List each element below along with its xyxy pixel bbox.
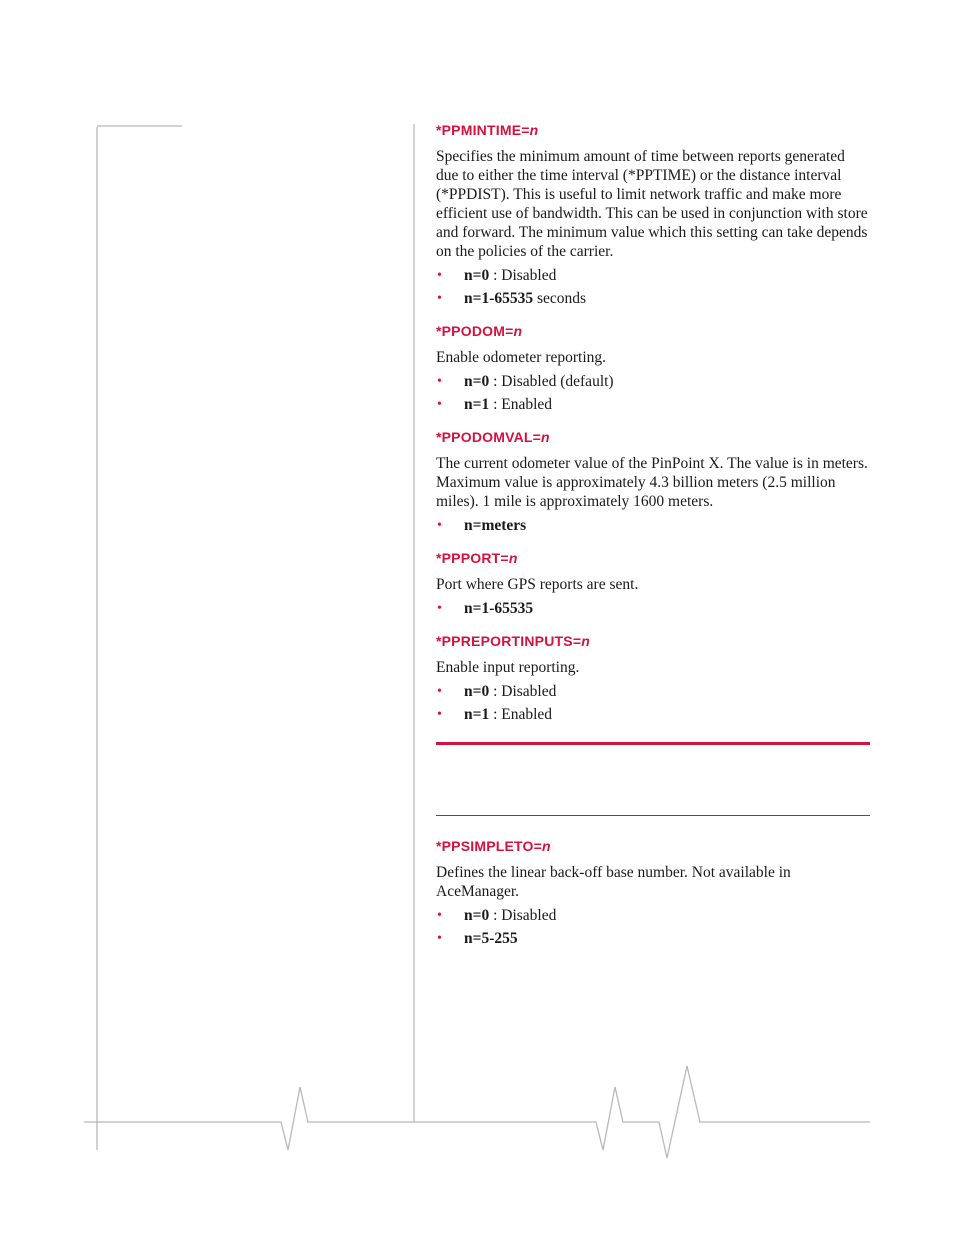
command-equals: = [505, 323, 514, 339]
value-list-item [436, 514, 870, 537]
bullet-icon: • [437, 931, 442, 946]
command-section [436, 121, 870, 310]
bullet-icon: • [437, 707, 442, 722]
command-sections-b [436, 837, 870, 950]
value-meaning: : Enabled [489, 706, 553, 723]
command-heading [436, 121, 870, 139]
command-description: The current odometer value of the PinPoint X. The value is in meters. Maximum value is approximately 4.3 billion meters (2.5 million miles). 1 mile is approximately 1600 meters. [436, 455, 868, 510]
command-argument: n [529, 122, 539, 138]
command-sections-a [436, 121, 870, 726]
value-setting: n=1 [464, 706, 490, 723]
value-list [436, 904, 870, 950]
value-meaning: : Disabled [489, 683, 557, 700]
value-setting: n=1 [464, 396, 490, 413]
command-description: Enable input reporting. [436, 659, 580, 676]
command-name: *PPSIMPLETO [436, 838, 534, 854]
command-argument: n [541, 429, 550, 445]
command-heading [436, 322, 870, 340]
command-equals: = [500, 550, 509, 566]
value-list [436, 264, 870, 310]
value-list-item [436, 703, 870, 726]
value-meaning: : Disabled (default) [489, 373, 614, 390]
bullet-icon: • [437, 374, 442, 389]
command-argument: n [581, 633, 590, 649]
command-name: *PPPORT [436, 550, 501, 566]
heartbeat-line-left [84, 1087, 414, 1150]
section-divider-thick [436, 742, 870, 745]
command-equals: = [532, 429, 542, 445]
value-list-item [436, 393, 870, 416]
value-list-item [436, 927, 870, 950]
value-list [436, 680, 870, 726]
value-list [436, 370, 870, 416]
command-section [436, 837, 870, 950]
value-list [436, 514, 870, 537]
command-name: *PPODOMVAL [436, 429, 533, 445]
bullet-icon: • [437, 601, 442, 616]
command-equals: = [521, 122, 530, 138]
command-equals: = [572, 633, 582, 649]
value-setting: n=0 [464, 267, 490, 284]
command-heading [436, 837, 870, 855]
command-argument: n [513, 323, 523, 339]
bullet-icon: • [437, 518, 442, 533]
command-section [436, 632, 870, 726]
command-argument: n [542, 838, 551, 854]
value-setting: n=1-65535 [464, 600, 534, 617]
bullet-icon: • [437, 684, 442, 699]
bullet-icon: • [437, 908, 442, 923]
command-name: *PPREPORTINPUTS [436, 633, 573, 649]
command-section [436, 549, 870, 620]
value-list-item [436, 904, 870, 927]
value-setting: n=meters [464, 517, 527, 534]
command-heading [436, 632, 870, 650]
value-list-item [436, 597, 870, 620]
bullet-icon: • [437, 291, 442, 306]
bullet-icon: • [437, 397, 442, 412]
command-description: Specifies the minimum amount of time between reports generated due to either the time interval (*PPTIME) or the distance interval (*PPDIST). This is useful to limit network traffic and make more efficient use of bandwidth. This can be used in conjunction with store and forward. The minimum value which this setting can take depends on the policies of the carrier. [436, 148, 868, 260]
command-description: Port where GPS reports are sent. [436, 576, 639, 593]
value-meaning: : Disabled [489, 907, 557, 924]
value-setting: n=0 [464, 907, 490, 924]
value-meaning: : Disabled [489, 267, 557, 284]
command-name: *PPMINTIME [436, 122, 522, 138]
command-section [436, 322, 870, 416]
value-meaning: seconds [533, 290, 587, 307]
command-description: Enable odometer reporting. [436, 349, 607, 366]
value-list [436, 597, 870, 620]
command-heading [436, 549, 870, 567]
value-setting: n=0 [464, 373, 490, 390]
value-setting: n=5-255 [464, 930, 518, 947]
value-setting: n=0 [464, 683, 490, 700]
command-argument: n [508, 550, 518, 566]
command-equals: = [533, 838, 543, 854]
value-list-item [436, 264, 870, 287]
command-section [436, 428, 870, 537]
command-description: Defines the linear back-off base number. Not available in AceManager. [436, 864, 791, 900]
heartbeat-line-right [414, 1066, 870, 1158]
value-setting: n=1-65535 [464, 290, 534, 307]
command-name: *PPODOM [436, 323, 506, 339]
main-content [436, 121, 870, 962]
value-list-item [436, 680, 870, 703]
command-heading [436, 428, 870, 446]
value-list-item [436, 287, 870, 310]
value-meaning: : Enabled [489, 396, 553, 413]
value-list-item [436, 370, 870, 393]
section-divider-thin [436, 815, 870, 816]
bullet-icon: • [437, 268, 442, 283]
